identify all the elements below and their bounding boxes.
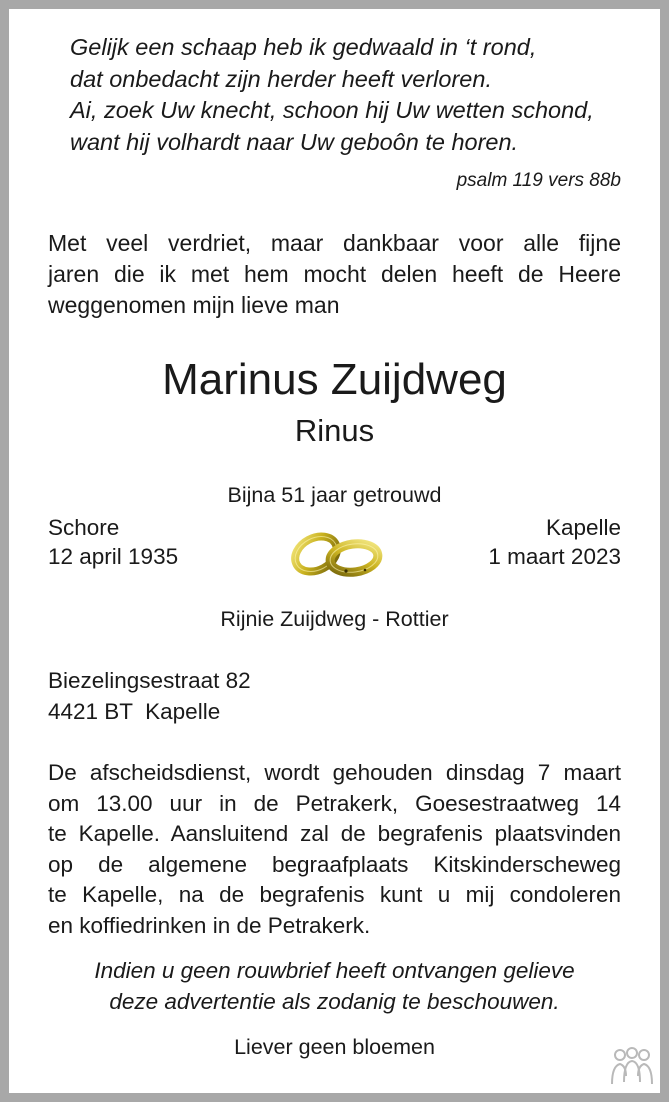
birth-place: Schore bbox=[48, 515, 120, 540]
intro-line: Met veel verdriet, maar dankbaar voor alle fijne bbox=[48, 230, 621, 256]
service-line: te Kapelle, na de begrafenis kunt u mij condoleren bbox=[48, 882, 621, 908]
notice-line: Indien u geen rouwbrief heeft ontvangen gelieve bbox=[94, 958, 575, 983]
death-place: Kapelle bbox=[545, 515, 621, 540]
people-group-icon bbox=[606, 1046, 658, 1088]
poem-line: Gelijk een schaap heb ik gedwaald in ‘t rond, bbox=[70, 34, 537, 60]
service-line: op de algemene begraafplaats Kitskinderscheweg bbox=[48, 851, 621, 877]
death-date: 1 maart 2023 bbox=[488, 544, 621, 569]
poem-line: dat onbedacht zijn herder heeft verloren. bbox=[70, 65, 492, 92]
service-line: en koffiedrinken in de Petrakerk. bbox=[48, 912, 371, 938]
birth-date: 12 april 1935 bbox=[48, 544, 179, 569]
address-city: 4421 BT Kapelle bbox=[48, 699, 221, 724]
intro-text bbox=[48, 228, 621, 321]
intro-line: jaren die ik met hem mocht delen heeft de Heere bbox=[48, 261, 621, 287]
poem-line: want hij volhardt naar Uw geboôn te horen. bbox=[70, 128, 519, 155]
no-flowers-note: Liever geen bloemen bbox=[234, 1035, 435, 1059]
psalm-poem bbox=[70, 32, 630, 158]
service-details bbox=[48, 758, 621, 942]
notice-line: deze advertentie als zodanig te beschouwen. bbox=[109, 988, 560, 1014]
address-block bbox=[48, 665, 251, 727]
spouse-name: Rijnie Zuijdweg - Rottier bbox=[220, 607, 449, 631]
wedding-rings-icon bbox=[288, 528, 386, 580]
service-line: te Kapelle. Aansluitend zal de begrafenis plaatsvinden bbox=[48, 821, 621, 847]
deceased-name: Marinus Zuijdweg bbox=[162, 355, 507, 404]
poem-line: Ai, zoek Uw knecht, schoon hij Uw wetten schond, bbox=[70, 97, 594, 123]
intro-line: weggenomen mijn lieve man bbox=[48, 292, 340, 318]
mourning-card-notice bbox=[0, 956, 669, 1017]
service-line: De afscheidsdienst, wordt gehouden dinsdag 7 maart bbox=[48, 760, 621, 785]
marriage-duration: Bijna 51 jaar getrouwd bbox=[227, 483, 442, 507]
address-street: Biezelingsestraat 82 bbox=[48, 668, 251, 693]
psalm-reference: psalm 119 vers 88b bbox=[456, 170, 621, 191]
deceased-nickname: Rinus bbox=[294, 413, 375, 448]
service-line: om 13.00 uur in de Petrakerk, Goesestraatweg 14 bbox=[48, 790, 621, 816]
